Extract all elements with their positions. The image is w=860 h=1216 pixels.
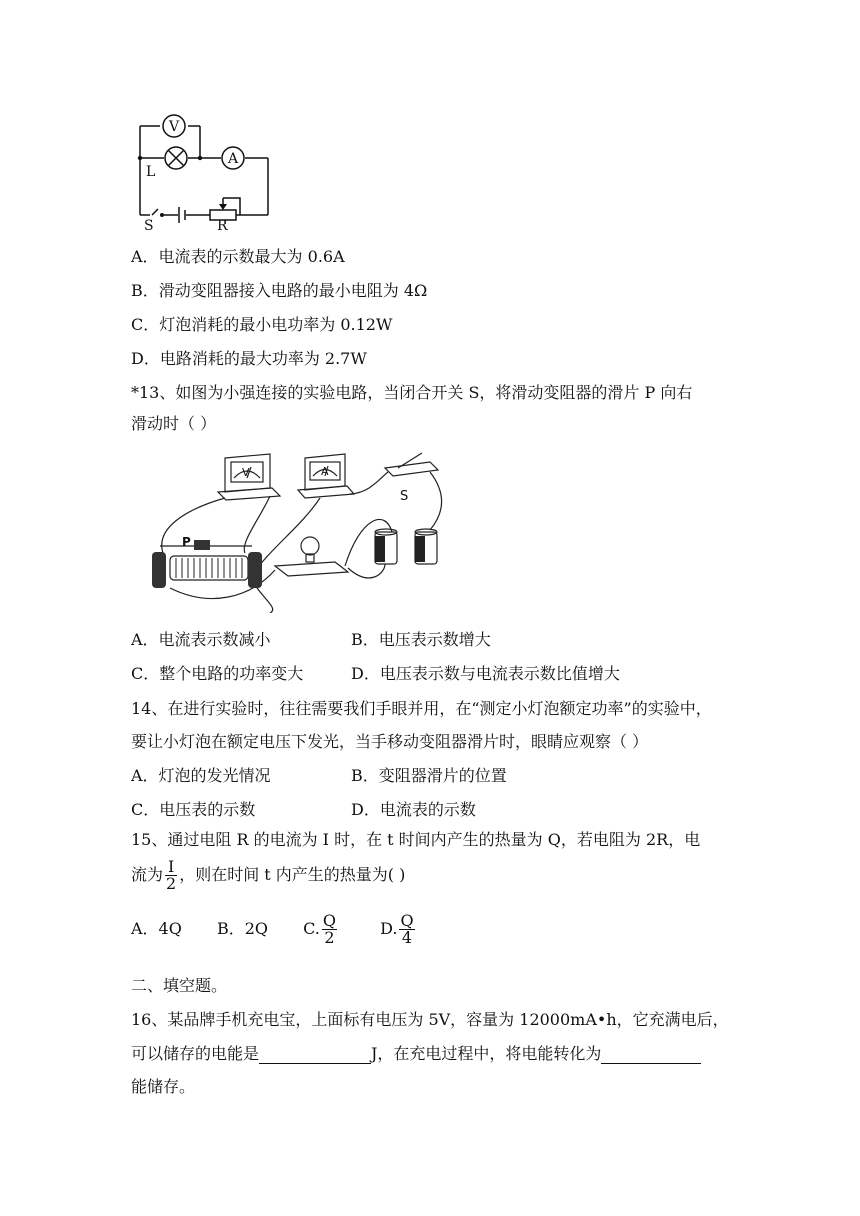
fig-ammeter-label: A [321,465,329,478]
q15-option-d [380,911,416,947]
q16-line2-mid: J，在充电过程中，将电能转化为 [371,1044,602,1063]
q14-stem-line2: 要让小灯泡在额定电压下发光，当手移动变阻器滑片时，眼睛应观察（ ） [131,732,649,751]
q13-option-b: B．电压表示数增大 [351,630,491,649]
q12-option-d: D．电路消耗的最大功率为 2.7W [131,349,367,368]
fig-switch-label: S [400,489,409,504]
q15-line2-post: ，则在时间 t 内产生的热量为( ) [179,865,406,884]
q16-stem-line1: 16、某品牌手机充电宝，上面标有电压为 5V，容量为 12000mA•h，它充满电后， [131,1010,729,1029]
q15-stem-line2 [131,858,405,892]
q15-option-c-prefix: C. [303,919,320,938]
lamp-label: L [146,164,156,180]
fraction-i-over-2 [165,859,177,892]
circuit-diagram-1 [128,112,278,232]
q14-option-b: B．变阻器滑片的位置 [351,766,507,785]
q13-option-d: D．电压表示数与电流表示数比值增大 [351,664,620,683]
section-title-fill-in: 二、填空题。 [131,976,228,995]
q12-option-a: A．电流表的示数最大为 0.6A [131,247,345,266]
q12-option-b: B．滑动变阻器接入电路的最小电阻为 4Ω [131,281,428,300]
q14-option-c: C．电压表的示数 [131,800,256,819]
q15-options [131,912,417,946]
switch-label: S [144,218,154,232]
fraction-numerator: I [165,859,177,876]
rheostat-label: R [217,218,228,232]
voltmeter-label: V [169,119,180,135]
fraction-denominator: 4 [401,928,413,947]
q15-stem-line1: 15、通过电阻 R 的电流为 I 时，在 t 时间内产生的热量为 Q，若电阻为 2R，电 [131,830,701,849]
q16-line2-pre: 可以储存的电能是 [131,1044,260,1063]
fraction-denominator: 2 [166,874,177,893]
q16-stem-line3: 能储存。 [131,1077,196,1096]
q15-option-b: B．2Q [216,919,269,938]
q14-stem-line1: 14、在进行实验时，往往需要我们手眼并用，在“测定小灯泡额定功率”的实验中， [131,699,712,718]
q15-line2-pre: 流为 [131,865,164,884]
fraction-q-over-4 [399,913,414,946]
ammeter-label: A [228,151,239,167]
q14-option-d: D．电流表的示数 [351,800,476,819]
q13-option-c: C．整个电路的功率变大 [131,664,304,683]
q13-stem-line1: *13、如图为小强连接的实验电路，当闭合开关 S，将滑动变阻器的滑片 P 向右 [131,383,693,402]
q15-option-c [303,911,339,947]
q13-option-a: A．电流表示数减小 [131,630,271,649]
q14-option-a: A．灯泡的发光情况 [131,766,271,785]
fraction-denominator: 2 [324,928,335,947]
fig-voltmeter-label: V [242,466,250,479]
q15-option-a: A．4Q [131,919,182,938]
q16-stem-line2 [131,1044,701,1064]
experiment-apparatus-illustration [130,448,450,613]
q15-option-d-prefix: D. [380,919,398,938]
q13-stem-line2: 滑动时（ ） [131,414,217,433]
fraction-numerator: Q [400,911,414,930]
fig-slider-label: P [182,535,191,549]
fraction-q-over-2 [322,913,337,946]
fraction-numerator: Q [322,911,336,930]
answer-blank-1[interactable] [259,1045,371,1064]
answer-blank-2[interactable] [601,1045,701,1064]
q12-option-c: C．灯泡消耗的最小电功率为 0.12W [131,315,393,334]
